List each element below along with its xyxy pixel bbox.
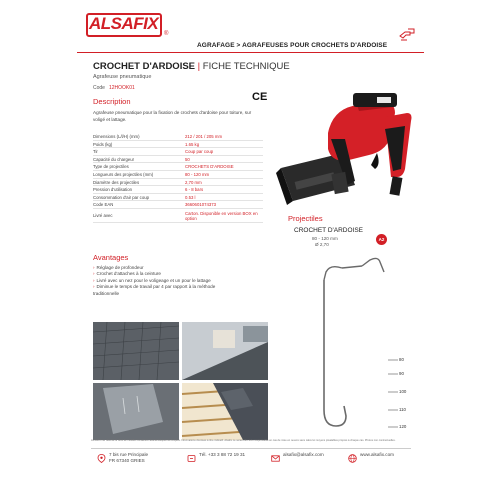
advantage-text: Réglage de profondeur — [96, 265, 144, 270]
logo-text: ALSAFIX — [89, 14, 159, 33]
spec-value: 3660601074373 — [185, 202, 217, 208]
spec-value: 1.65 kg — [185, 141, 200, 147]
footer-email[interactable] — [271, 451, 341, 473]
ce-mark: CE — [252, 91, 268, 103]
category-bar — [77, 38, 424, 53]
spec-value: Coup par coup — [185, 149, 214, 155]
spec-table — [93, 133, 263, 223]
projectile-length: 80 - 120 mm — [312, 236, 338, 241]
application-photos — [93, 322, 268, 440]
product-code — [93, 85, 135, 91]
footer-website[interactable] — [348, 451, 411, 473]
description-text: Agrafeuse pneumatique pour la fixation de crochets d'ardoise pour toiture, sur voligé et lattage. — [93, 110, 252, 122]
spec-row — [93, 179, 263, 187]
website-text: www.alsafix.com — [360, 452, 394, 457]
spec-key: Diamètre des projectiles — [93, 179, 140, 185]
measure-label: 90 — [399, 371, 404, 376]
product-subtitle: Agrafeuse pneumatique — [93, 74, 152, 80]
spec-value: 212 / 201 / 205 mm — [185, 134, 223, 139]
spec-value: 2,70 mm — [185, 179, 202, 185]
spec-key: Code EAN — [93, 202, 114, 208]
spec-key: Capacité du chargeur — [93, 156, 135, 162]
spec-key: Dimensions (L/l/H) (mm) — [93, 134, 140, 139]
spec-row — [93, 194, 263, 202]
slate-hook-drawing — [302, 250, 412, 440]
spec-row — [93, 141, 263, 149]
category-divider — [77, 52, 424, 53]
email-text: alsafix@alsafix.com — [283, 452, 324, 457]
title-separator: | — [195, 61, 203, 72]
globe-icon — [348, 454, 357, 463]
spec-value: 0.53 l — [185, 194, 196, 200]
advantage-text: Crochet d'attaches à la ceinture — [96, 271, 161, 277]
address-line-1: 7 bis rue Principale — [109, 452, 149, 457]
spec-key: Pression d'utilisation — [93, 187, 133, 193]
spec-key: Consommation d'air par coup — [93, 194, 149, 200]
projectiles-heading: Projectiles — [288, 214, 323, 223]
stapler-hand-icon — [398, 26, 416, 42]
pneumatic-stapler-image — [273, 73, 415, 215]
spec-row — [93, 156, 263, 164]
spec-value: 6 - 8 bars — [185, 187, 204, 193]
legal-disclaimer: ALSAFIX se réserve le droit de modifier certaines caractéristiques techniques. Informations données à titre indicatif. Alsafix ne serait être tenu responsable en cas de mise en oeuvre sans calcul et moyens préalables propres à chaque cas. Photos non contractuelles. — [91, 439, 396, 442]
chevron-right-icon: › — [93, 271, 95, 277]
spec-value: 50 — [185, 156, 190, 162]
phone-text: Tél. +33 3 88 72 19 31 — [199, 452, 246, 457]
spec-row — [93, 171, 263, 179]
spec-row — [93, 186, 263, 194]
footer-divider — [91, 448, 411, 449]
projectile-badge: A2 — [376, 234, 387, 245]
spec-row — [93, 209, 263, 223]
email-icon — [271, 454, 280, 463]
phone-icon — [187, 454, 196, 463]
spec-row — [93, 163, 263, 171]
footer-phone[interactable] — [187, 451, 267, 473]
alsafix-logo — [86, 13, 172, 39]
spec-key: Poids (kg) — [93, 141, 113, 147]
spec-key: Type de projectiles — [93, 164, 129, 170]
spec-value: CROCHETS D'ARDOISE — [185, 164, 234, 170]
measure-label: 100 — [399, 389, 407, 394]
advantage-text: Livré avec un nez pour le voligeage et un pour le lattage — [96, 277, 211, 283]
spec-key: Tir — [93, 149, 98, 155]
advantage-text: Diminue le temps de travail par 4 par rapport à la méthode traditionnelle — [93, 284, 216, 296]
product-title: CROCHET D'ARDOISE — [93, 61, 196, 72]
spec-row — [93, 201, 263, 209]
measure-label: 110 — [399, 407, 406, 412]
spec-row — [93, 133, 263, 141]
spec-value: Carton. Disponible en version BOX en option — [185, 210, 258, 221]
spec-key: Longueurs des projectiles (mm) — [93, 171, 154, 177]
title-suffix: FICHE TECHNIQUE — [202, 61, 290, 72]
spec-key: Livré avec — [93, 212, 113, 218]
footer-address — [97, 451, 177, 473]
category-breadcrumb: AGRAFAGE > AGRAFEUSES POUR CROCHETS D'ARDOISE — [197, 42, 388, 49]
advantages-list — [93, 265, 233, 297]
footer-address-text — [109, 452, 148, 464]
code-label: Code — [93, 85, 105, 91]
description-heading: Description — [93, 97, 131, 106]
measure-label: 80 — [399, 357, 404, 362]
contact-footer — [91, 451, 411, 473]
chevron-right-icon: › — [93, 265, 95, 270]
code-value: 12HOOK01 — [108, 85, 135, 91]
measure-label: 120 — [399, 424, 407, 429]
advantages-heading: Avantages — [93, 253, 129, 262]
chevron-right-icon: › — [93, 277, 95, 283]
datasheet-page — [77, 0, 424, 500]
address-line-2: FR 67340 GRIES — [109, 458, 145, 463]
spec-value: 80 - 120 mm — [185, 171, 210, 177]
page-title — [93, 61, 290, 72]
projectile-name: CROCHET D'ARDOISE — [294, 227, 364, 234]
logo-registered-mark: ® — [164, 31, 169, 37]
advantage-item — [93, 284, 233, 297]
location-pin-icon — [97, 454, 106, 463]
projectile-diameter: Ø 2,70 — [315, 242, 329, 247]
chevron-right-icon: › — [93, 284, 95, 290]
spec-row — [93, 148, 263, 156]
